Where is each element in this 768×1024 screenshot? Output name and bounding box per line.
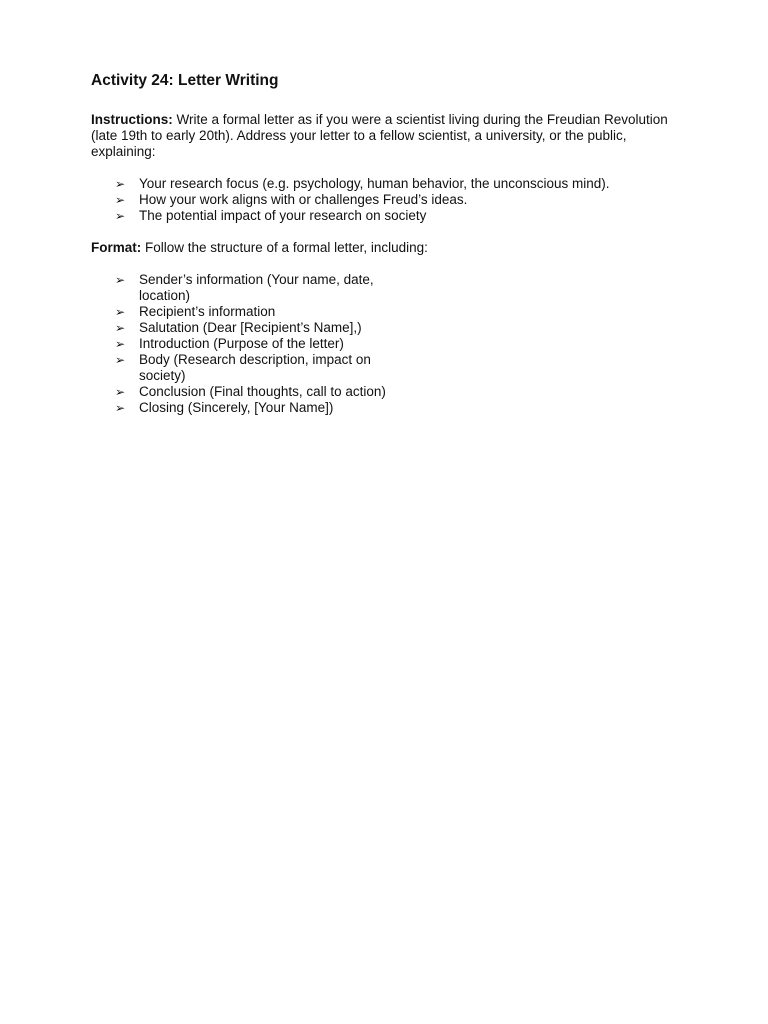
format-label: Format: (91, 240, 142, 255)
list-item (115, 176, 691, 192)
list-item (115, 384, 691, 400)
arrow-bullet-icon: ➢ (115, 273, 126, 287)
list-item-text: How your work aligns with or challenges Freud’s ideas. (139, 192, 468, 207)
arrow-bullet-icon: ➢ (115, 353, 126, 367)
format-text: Follow the structure of a formal letter, including: (141, 240, 428, 255)
arrow-bullet-icon: ➢ (115, 401, 126, 415)
format-list (91, 272, 691, 416)
arrow-bullet-icon: ➢ (115, 305, 126, 319)
list-item (115, 192, 691, 208)
list-item (115, 320, 691, 336)
list-item-text: Sender’s information (Your name, date, location) (139, 272, 374, 303)
arrow-bullet-icon: ➢ (115, 209, 126, 223)
page-title: Activity 24: Letter Writing (91, 72, 279, 89)
list-item-text: The potential impact of your research on society (139, 208, 427, 223)
list-item (115, 352, 691, 384)
list-item (115, 272, 691, 304)
arrow-bullet-icon: ➢ (115, 385, 126, 399)
document-page (91, 70, 691, 432)
list-item-text: Recipient’s information (139, 304, 276, 319)
arrow-bullet-icon: ➢ (115, 193, 126, 207)
instructions-paragraph (91, 112, 681, 160)
list-item-text: Conclusion (Final thoughts, call to action) (139, 384, 386, 399)
arrow-bullet-icon: ➢ (115, 177, 126, 191)
list-item-text: Your research focus (e.g. psychology, human behavior, the unconscious mind). (139, 176, 610, 191)
list-item-text: Salutation (Dear [Recipient’s Name],) (139, 320, 362, 335)
list-item (115, 208, 691, 224)
list-item (115, 336, 691, 352)
list-item-text: Body (Research description, impact on society) (139, 352, 371, 383)
instructions-label: Instructions: (91, 112, 173, 127)
format-paragraph (91, 240, 691, 256)
list-item (115, 400, 691, 416)
list-item-text: Introduction (Purpose of the letter) (139, 336, 344, 351)
instructions-text: Write a formal letter as if you were a scientist living during the Freudian Revolution (late 19th to early 20th). Address your letter to a fellow scientist, a university, or the public, explaining: (91, 112, 668, 159)
instruction-list (91, 176, 691, 224)
arrow-bullet-icon: ➢ (115, 337, 126, 351)
list-item-text: Closing (Sincerely, [Your Name]) (139, 400, 334, 415)
arrow-bullet-icon: ➢ (115, 321, 126, 335)
list-item (115, 304, 691, 320)
